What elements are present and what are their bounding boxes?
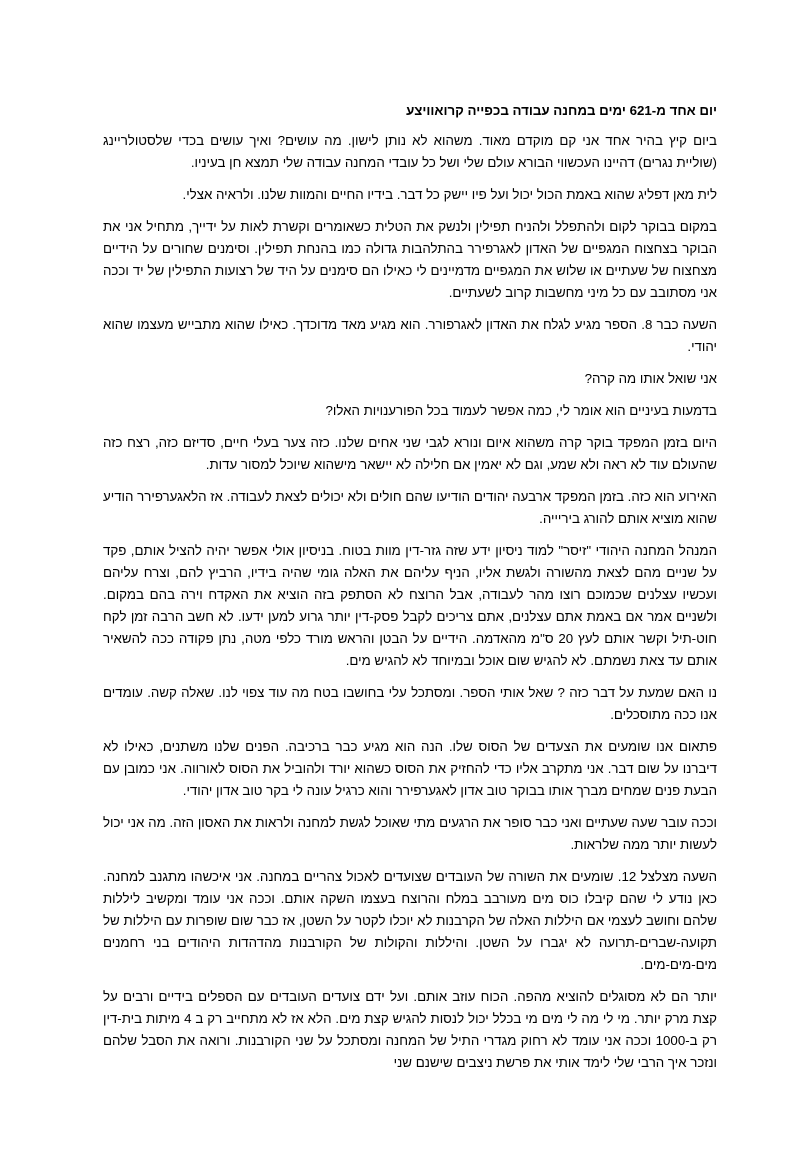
paragraph-6: בדמעות בעיניים הוא אומר לי, כמה אפשר לעמוד בכל הפורענויות האלו? (325, 403, 717, 418)
paragraph-5: אני שואל אותו מה קרה? (584, 371, 717, 386)
document-body (103, 100, 717, 1084)
paragraph-9: המנהל המחנה היהודי "זיסר" למוד ניסיון ידע שזה גזר-דין מוות בטוח. בניסיון אולי אפשר יהיה להציל אותם, פקד על שניים מהם לצאת מהשורה ולגשת אליו, הניף עליהם את האלה גומי שהיה בידיו, הרביץ להם, וצרח עליהם ועכשיו עצלנים שכמוכם רוצו מהר לעבודה, אבל הרוצח לא הסתפק בזה הוציא את האקדח וירה בהם במקום. ולשניים אמר אם באמת אתם עצלנים, אתם צריכים לקבל פסק-דין יותר גרוע למען ידעו. לא חשב הרבה זמן לקח חוט-תיל וקשר אותם לעץ 20 ס"מ מהאדמה. הידיים על הבטן והראש מורד כלפי מטה, נתן פקודה ככה להשאיר אותם עד צאת נשמתם. לא להגיש שום אוכל ובמיוחד לא להגיש מים. (103, 543, 718, 668)
paragraph-1: ביום קיץ בהיר אחד אני קם מוקדם מאוד. משהוא לא נותן לישון. מה עושים? ואיך עושים בכדי שלסטולריינג (שוליית נגרים) דהיינו העכשווי הבורא עולם שלי ושל כל עובדי המחנה עבודה שלי תמצא חן בעיניו. (103, 133, 717, 170)
paragraph-14: יותר הם לא מסוגלים להוציא מהפה. הכוח עוזב אותם. ועל ידם צועדים העובדים עם הספלים בידיים ורבים על קצת מרק יותר. מי לי מה לי מים מי בכלל יכול לנסות להגיש קצת מים. הלא אז לא מתחייב רק ב 4 מיתות בית-דין רק ב-1000 וככה אני עומד לא רחוק מגדרי התיל של המחנה ומסתכל על שני הקורבנות. ורואה את הסבל שלהם ונזכר איך הרבי שלי לימד אותי את פרשת ניצבים שישנם שני (103, 989, 718, 1070)
paragraph-12: וככה עובר שעה שעתיים ואני כבר סופר את הרגעים מתי שאוכל לגשת למחנה ולראות את האסון הזה. מה אני יכול לעשות יותר ממה שלראות. (103, 815, 717, 852)
document-title: יום אחד מ-621 ימים במחנה עבודה בכפייה קרואוויצע (406, 103, 717, 118)
paragraph-8: האירוע הוא כזה. בזמן המפקד ארבעה יהודים הודיעו שהם חולים ולא יכולים לצאת לעבודה. אז הלאגערפירר הודיע שהוא מוציא אותם להורג ביריייה. (103, 489, 717, 526)
paragraph-2: לית מאן דפליג שהוא באמת הכול יכול ועל פיו יישק כל דבר. בידיו החיים והמוות שלנו. ולראיה אצלי. (182, 187, 717, 202)
paragraph-4: השעה כבר 8. הספר מגיע לגלח את האדון לאגרפורר. הוא מגיע מאד מדוכדך. כאילו שהוא מתבייש מעצמו שהוא יהודי. (103, 317, 717, 354)
paragraph-7: היום בזמן המפקד בוקר קרה משהוא איום ונורא לגבי שני אחים שלנו. כזה צער בעלי חיים, סדיזם כזה, רצח כזה שהעולם עוד לא ראה ולא שמע, וגם לא יאמין אם חלילה לא יישאר מישהוא שיוכל למסור עדות. (103, 435, 717, 472)
paragraph-10: נו האם שמעת על דבר כזה ? שאל אותי הספר. ומסתכל עלי בחושבו בטח מה עוד צפוי לנו. שאלה קשה. עומדים אנו ככה מתוסכלים. (103, 685, 717, 722)
paragraph-11: פתאום אנו שומעים את הצעדים של הסוס שלו. הנה הוא מגיע כבר ברכיבה. הפנים שלנו משתנים, כאילו לא דיברנו על שום דבר. אני מתקרב אליו כדי להחזיק את הסוס כשהוא יורד ולהוביל את הסוס לאורווה. אני כמובן עם הבעת פנים שמחים מברך אותו בבוקר טוב אדון לאגערפירר והוא כרגיל עונה לי בקר טוב אדון יהודי. (103, 739, 717, 798)
paragraph-13: השעה מצלצל 12. שומעים את השורה של העובדים שצועדים לאכול צהריים במחנה. אני איכשהו מתגנב למחנה. כאן נודע לי שהם קיבלו כוס מים מעורבב במלח והרוצח בעצמו השקה אותם. וככה אני עומד ומקשיב ליללות שלהם וחושב לעצמי אם היללות האלה של הקרבנות לא יוכלו לקטר על השטן, אז כבר שום שופרות עם היללות של תקועה-שברים-תרועה לא יגברו על השטן. והיללות והקולות של הקורבנות מהדהדות היהודים בני רחמנים מים-מים-מים. (103, 869, 718, 972)
paragraph-3: במקום בבוקר לקום ולהתפלל ולהניח תפילין ולנשק את הטלית כשאומרים וקשרת לאות על ידייך, מתחיל אני את הבוקר בצחצוח המגפיים של האדון לאגרפירר בהתלהבות גדולה כמו בהנחת תפילין. וסימנים שחורים על הידיים מצחצוח של שעתיים או שלוש את המגפיים מדמיינים לי כאילו הם סימנים על היד של רצועות התפילין של יד וככה אני מסתובב עם כל מיני מחשבות קרוב לשעתיים. (103, 219, 717, 300)
